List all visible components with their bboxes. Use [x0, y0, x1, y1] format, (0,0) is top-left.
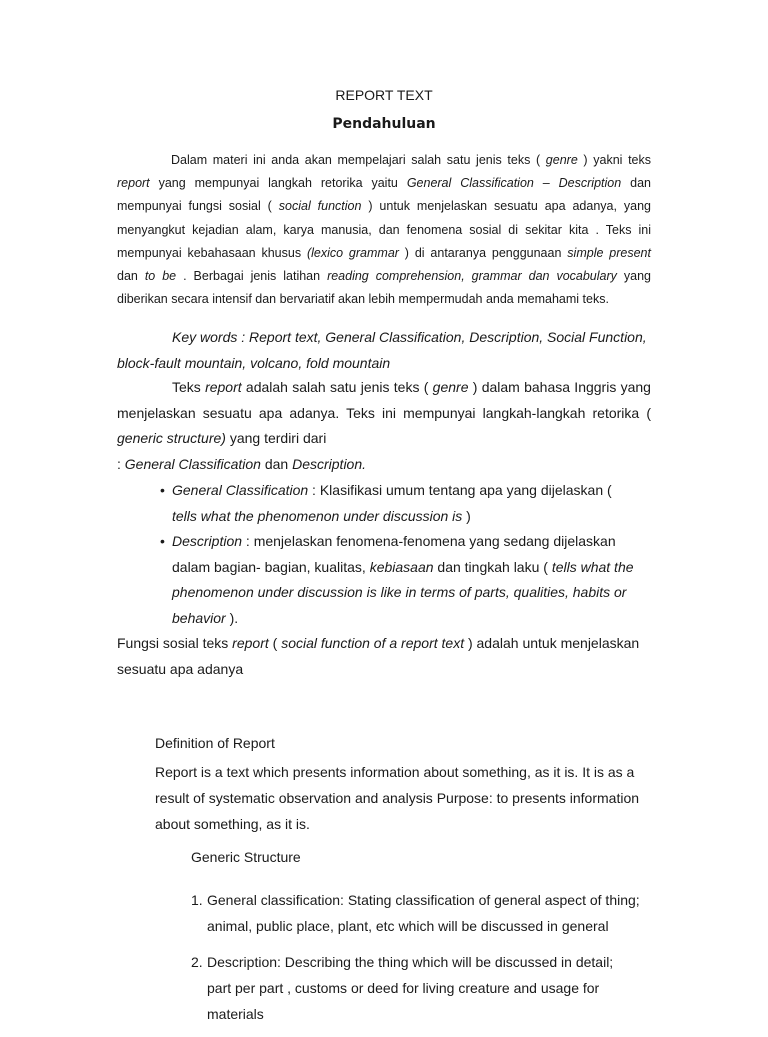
list-item-text: Description: Describing the thing which will be discussed in detail; part per part , customs or deed for living creature and usage for materials — [207, 954, 614, 1022]
generic-structure-line: : General Classification dan Description. — [117, 456, 367, 472]
definition-body: Report is a text which presents information about something, as it is. It is as a result of systematic observation and analysis Purpose: to presents information about something, as it is. — [155, 764, 640, 832]
bullet-general-classification — [160, 478, 640, 529]
bullet-text: General Classification : Klasifikasi umum tentang apa yang dijelaskan ( tells what the phenomenon under discussion is ) — [172, 482, 612, 524]
definition-heading: Definition of Report — [155, 735, 275, 751]
social-function-paragraph: Fungsi sosial teks report ( social function of a report text ) adalah untuk menjelaskan sesuatu apa adanya — [117, 635, 640, 677]
bullet-description — [160, 529, 640, 631]
generic-structure-heading: Generic Structure — [191, 849, 301, 865]
bullet-text: Description : menjelaskan fenomena-fenomena yang sedang dijelaskan dalam bagian- bagian, kualitas, kebiasaan dan tingkah laku ( tells what the phenomenon under discussion is like in terms of parts, qualities, habits or behavior ). — [172, 533, 634, 626]
generic-structure-list — [191, 887, 641, 1037]
list-number: 1. — [191, 892, 203, 908]
document-title: REPORT TEXT — [335, 87, 433, 103]
keywords-text: Key words : Report text, General Classification, Description, Social Function, block-fault mountain, volcano, fold mountain — [117, 329, 647, 371]
list-item — [191, 887, 641, 939]
teks-report-text: Teks report adalah salah satu jenis teks ( genre ) dalam bahasa Inggris yang menjelaskan sesuatu apa adanya. Teks ini mempunyai langkah-langkah retorika ( generic structure) yang terdiri dari — [117, 379, 651, 446]
list-item — [191, 949, 641, 1027]
teks-report-paragraph — [117, 375, 651, 452]
bullet-icon: • — [160, 533, 165, 549]
list-number: 2. — [191, 954, 203, 970]
structure-bullet-list — [160, 478, 640, 631]
intro-paragraph — [117, 149, 651, 311]
list-item-text: General classification: Stating classification of general aspect of thing; animal, public place, plant, etc which will be discussed in general — [207, 892, 640, 934]
bullet-icon: • — [160, 482, 165, 498]
intro-text: Dalam materi ini anda akan mempelajari salah satu jenis teks ( genre ) yakni teks report yang mempunyai langkah retorika yaitu General Classification – Description dan mempunyai fungsi sosial ( social function ) untuk menjelaskan sesuatu apa adanya, yang menyangkut kejadian alam, karya manusia, dan fenomena sosial di sekitar kita . Teks ini mempunyai kebahasaan khusus (lexico grammar ) di antaranya penggunaan simple present dan to be . Berbagai jenis latihan reading comprehension, grammar dan vocabulary yang diberikan secara intensif dan bervariatif akan lebih mempermudah anda memahami teks. — [117, 153, 651, 307]
keywords-paragraph — [117, 324, 651, 376]
section-heading-pendahuluan: Pendahuluan — [332, 116, 436, 132]
